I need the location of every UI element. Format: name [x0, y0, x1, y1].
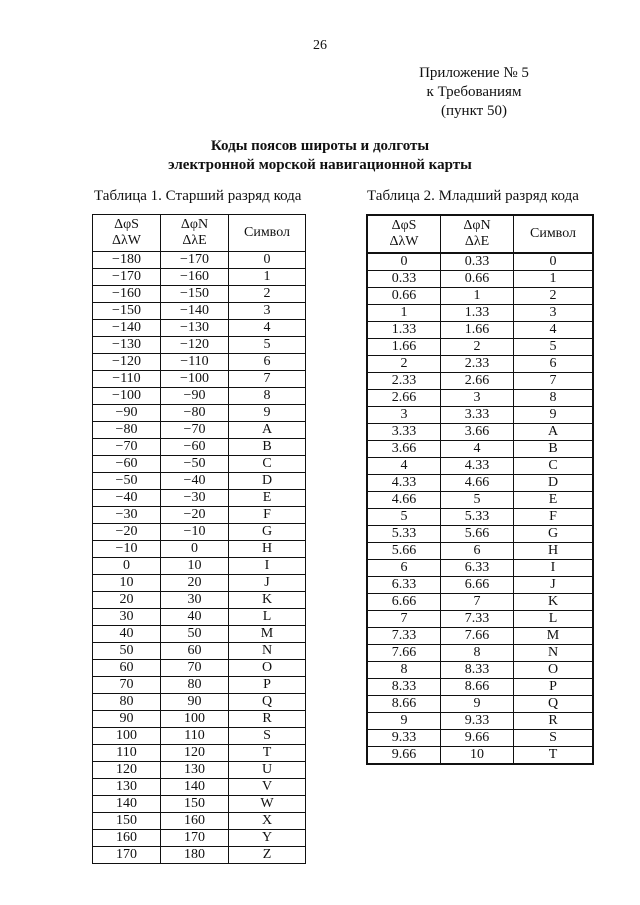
range-cell: 6.33 — [441, 560, 514, 577]
symbol-cell: G — [229, 524, 306, 541]
range-cell: 0.33 — [441, 253, 514, 271]
table-row — [93, 337, 306, 354]
range-cell: 2.66 — [367, 390, 441, 407]
table-row — [93, 405, 306, 422]
range-cell: −30 — [161, 490, 229, 507]
symbol-cell: O — [229, 660, 306, 677]
symbol-cell: 4 — [229, 320, 306, 337]
symbol-cell: 6 — [229, 354, 306, 371]
table-row — [367, 407, 593, 424]
table-row — [93, 592, 306, 609]
range-cell: 6.33 — [367, 577, 441, 594]
range-cell: −170 — [161, 252, 229, 269]
range-cell: −100 — [161, 371, 229, 388]
symbol-cell: 5 — [229, 337, 306, 354]
symbol-cell: 8 — [229, 388, 306, 405]
symbol-cell: N — [514, 645, 594, 662]
table-row — [367, 526, 593, 543]
range-cell: 70 — [93, 677, 161, 694]
table-row — [367, 713, 593, 730]
table-row — [93, 609, 306, 626]
range-cell: 4 — [441, 441, 514, 458]
symbol-cell: E — [229, 490, 306, 507]
column-header-line: ΔφN — [180, 217, 209, 232]
range-cell: 30 — [161, 592, 229, 609]
range-cell: 3.66 — [441, 424, 514, 441]
table-row — [367, 628, 593, 645]
range-cell: 100 — [161, 711, 229, 728]
range-cell: 100 — [93, 728, 161, 745]
range-cell: 9 — [441, 696, 514, 713]
appendix-reference — [394, 64, 554, 121]
table-row — [367, 305, 593, 322]
table-row — [93, 711, 306, 728]
symbol-cell: D — [229, 473, 306, 490]
range-cell: −50 — [161, 456, 229, 473]
range-cell: 6.66 — [441, 577, 514, 594]
range-cell: −90 — [161, 388, 229, 405]
table-row — [93, 507, 306, 524]
symbol-cell: S — [229, 728, 306, 745]
range-cell: 8.33 — [441, 662, 514, 679]
column-header — [161, 215, 229, 252]
table-row — [93, 320, 306, 337]
range-cell: 6 — [367, 560, 441, 577]
range-cell: 0.66 — [441, 271, 514, 288]
range-cell: −180 — [93, 252, 161, 269]
range-cell: −130 — [161, 320, 229, 337]
range-cell: −150 — [93, 303, 161, 320]
range-cell: 110 — [161, 728, 229, 745]
symbol-cell: 5 — [514, 339, 594, 356]
range-cell: 0.33 — [367, 271, 441, 288]
range-cell: 1 — [367, 305, 441, 322]
symbol-cell: R — [229, 711, 306, 728]
range-cell: −50 — [93, 473, 161, 490]
symbol-cell: N — [229, 643, 306, 660]
title-line: электронной морской навигационной карты — [168, 157, 472, 173]
range-cell: 5.66 — [367, 543, 441, 560]
table-row — [367, 475, 593, 492]
table-row — [367, 390, 593, 407]
table-row — [93, 660, 306, 677]
table-row — [367, 424, 593, 441]
table-row — [93, 524, 306, 541]
table-row — [93, 303, 306, 320]
symbol-cell: L — [229, 609, 306, 626]
range-cell: −20 — [93, 524, 161, 541]
range-cell: 5 — [367, 509, 441, 526]
symbol-cell: 9 — [514, 407, 594, 424]
column-header-line: ΔλE — [182, 233, 207, 248]
symbol-cell: 2 — [514, 288, 594, 305]
symbol-cell: A — [514, 424, 594, 441]
range-cell: 5.33 — [441, 509, 514, 526]
range-cell: 5 — [441, 492, 514, 509]
table-row — [367, 253, 593, 271]
symbol-cell: P — [514, 679, 594, 696]
range-cell: −140 — [93, 320, 161, 337]
symbol-cell: Y — [229, 830, 306, 847]
symbol-cell: Q — [514, 696, 594, 713]
table-row — [367, 696, 593, 713]
range-cell: 10 — [161, 558, 229, 575]
symbol-cell: O — [514, 662, 594, 679]
range-cell: −80 — [93, 422, 161, 439]
table-row — [93, 354, 306, 371]
range-cell: 140 — [161, 779, 229, 796]
range-cell: −60 — [161, 439, 229, 456]
range-cell: −170 — [93, 269, 161, 286]
table-row — [367, 339, 593, 356]
symbol-cell: Q — [229, 694, 306, 711]
table-row — [93, 490, 306, 507]
symbol-cell: M — [514, 628, 594, 645]
range-cell: 90 — [161, 694, 229, 711]
symbol-cell: H — [229, 541, 306, 558]
range-cell: 7 — [441, 594, 514, 611]
range-cell: 7.33 — [367, 628, 441, 645]
symbol-cell: H — [514, 543, 594, 560]
column-header-line: ΔλW — [389, 234, 419, 249]
range-cell: 130 — [161, 762, 229, 779]
symbol-cell: K — [229, 592, 306, 609]
symbol-cell: A — [229, 422, 306, 439]
symbol-cell: P — [229, 677, 306, 694]
symbol-cell: K — [514, 594, 594, 611]
range-cell: 4.33 — [367, 475, 441, 492]
range-cell: −40 — [93, 490, 161, 507]
range-cell: 9 — [367, 713, 441, 730]
symbol-cell: 0 — [514, 253, 594, 271]
range-cell: 3.66 — [367, 441, 441, 458]
table-row — [93, 626, 306, 643]
table-row — [367, 458, 593, 475]
table-row — [93, 269, 306, 286]
symbol-cell: I — [514, 560, 594, 577]
range-cell: 8 — [441, 645, 514, 662]
table-row — [367, 271, 593, 288]
range-cell: 1.66 — [441, 322, 514, 339]
range-cell: 60 — [161, 643, 229, 660]
table-row — [93, 439, 306, 456]
range-cell: 8.33 — [367, 679, 441, 696]
table1-caption: Таблица 1. Старший разряд кода — [94, 188, 302, 204]
table-row — [93, 762, 306, 779]
symbol-cell: I — [229, 558, 306, 575]
table-row — [367, 662, 593, 679]
symbol-cell: V — [229, 779, 306, 796]
range-cell: −120 — [93, 354, 161, 371]
range-cell: 9.33 — [367, 730, 441, 747]
range-cell: −70 — [93, 439, 161, 456]
range-cell: −10 — [161, 524, 229, 541]
symbol-cell: 0 — [229, 252, 306, 269]
table-row — [367, 373, 593, 390]
range-cell: 1.33 — [441, 305, 514, 322]
range-cell: 0 — [367, 253, 441, 271]
symbol-cell: Z — [229, 847, 306, 864]
range-cell: 10 — [441, 747, 514, 765]
range-cell: 80 — [93, 694, 161, 711]
range-cell: −110 — [93, 371, 161, 388]
range-cell: 3 — [441, 390, 514, 407]
range-cell: 130 — [93, 779, 161, 796]
symbol-cell: 6 — [514, 356, 594, 373]
range-cell: −140 — [161, 303, 229, 320]
symbol-cell: M — [229, 626, 306, 643]
range-cell: 6 — [441, 543, 514, 560]
symbol-cell: F — [229, 507, 306, 524]
table-row — [367, 441, 593, 458]
range-cell: 1.66 — [367, 339, 441, 356]
range-cell: −160 — [93, 286, 161, 303]
table-row — [367, 492, 593, 509]
range-cell: 170 — [93, 847, 161, 864]
range-cell: −100 — [93, 388, 161, 405]
symbol-cell: 1 — [229, 269, 306, 286]
symbol-cell: 3 — [514, 305, 594, 322]
symbol-cell: X — [229, 813, 306, 830]
symbol-cell: C — [514, 458, 594, 475]
range-cell: 9.66 — [367, 747, 441, 765]
range-cell: −30 — [93, 507, 161, 524]
range-cell: 9.33 — [441, 713, 514, 730]
table-row — [367, 509, 593, 526]
range-cell: 60 — [93, 660, 161, 677]
table-row — [93, 456, 306, 473]
table-row — [93, 371, 306, 388]
symbol-cell: 7 — [514, 373, 594, 390]
table-row — [93, 728, 306, 745]
range-cell: 10 — [93, 575, 161, 592]
table-row — [93, 422, 306, 439]
range-cell: 2.33 — [367, 373, 441, 390]
table-row — [93, 813, 306, 830]
column-header — [514, 215, 594, 253]
range-cell: −20 — [161, 507, 229, 524]
range-cell: 50 — [93, 643, 161, 660]
symbol-cell: L — [514, 611, 594, 628]
range-cell: 7.33 — [441, 611, 514, 628]
symbol-cell: 4 — [514, 322, 594, 339]
table-row — [93, 830, 306, 847]
symbol-cell: 3 — [229, 303, 306, 320]
range-cell: −160 — [161, 269, 229, 286]
column-header-line: Символ — [243, 225, 290, 240]
column-header — [229, 215, 306, 252]
symbol-cell: 1 — [514, 271, 594, 288]
symbol-cell: T — [514, 747, 594, 765]
column-header — [93, 215, 161, 252]
range-cell: −10 — [93, 541, 161, 558]
table-row — [367, 730, 593, 747]
range-cell: 5.66 — [441, 526, 514, 543]
table-row — [93, 779, 306, 796]
range-cell: 0.66 — [367, 288, 441, 305]
document-title — [0, 137, 640, 175]
range-cell: 110 — [93, 745, 161, 762]
range-cell: 2 — [367, 356, 441, 373]
table-row — [93, 847, 306, 864]
table1-senior-digit — [92, 214, 306, 864]
table-row — [367, 288, 593, 305]
table-row — [93, 252, 306, 269]
table2-caption: Таблица 2. Младший разряд кода — [367, 188, 579, 204]
range-cell: −60 — [93, 456, 161, 473]
appendix-line: (пункт 50) — [441, 103, 507, 119]
table-row — [93, 745, 306, 762]
range-cell: −90 — [93, 405, 161, 422]
range-cell: 20 — [93, 592, 161, 609]
range-cell: 170 — [161, 830, 229, 847]
range-cell: 7.66 — [441, 628, 514, 645]
range-cell: −110 — [161, 354, 229, 371]
table-row — [93, 558, 306, 575]
table-row — [93, 541, 306, 558]
column-header — [367, 215, 441, 253]
symbol-cell: J — [229, 575, 306, 592]
range-cell: 160 — [161, 813, 229, 830]
symbol-cell: R — [514, 713, 594, 730]
range-cell: 8.66 — [367, 696, 441, 713]
range-cell: −40 — [161, 473, 229, 490]
range-cell: −70 — [161, 422, 229, 439]
symbol-cell: S — [514, 730, 594, 747]
symbol-cell: 7 — [229, 371, 306, 388]
range-cell: 3.33 — [367, 424, 441, 441]
page-number: 26 — [313, 38, 327, 53]
appendix-line: Приложение № 5 — [419, 65, 529, 81]
range-cell: 2.66 — [441, 373, 514, 390]
title-line: Коды поясов широты и долготы — [210, 138, 430, 154]
table-row — [367, 747, 593, 765]
column-header-line: ΔφS — [391, 218, 417, 233]
range-cell: −80 — [161, 405, 229, 422]
column-header-line: ΔφS — [114, 217, 139, 232]
column-header-line: Символ — [529, 226, 576, 241]
range-cell: 2.33 — [441, 356, 514, 373]
range-cell: 160 — [93, 830, 161, 847]
range-cell: 40 — [93, 626, 161, 643]
range-cell: 40 — [161, 609, 229, 626]
range-cell: 50 — [161, 626, 229, 643]
symbol-cell: G — [514, 526, 594, 543]
table-row — [93, 286, 306, 303]
range-cell: 7 — [367, 611, 441, 628]
range-cell: −120 — [161, 337, 229, 354]
range-cell: 0 — [93, 558, 161, 575]
range-cell: 180 — [161, 847, 229, 864]
range-cell: −130 — [93, 337, 161, 354]
range-cell: 4.33 — [441, 458, 514, 475]
range-cell: 120 — [93, 762, 161, 779]
table-row — [93, 677, 306, 694]
column-header-line: ΔφN — [463, 218, 491, 233]
table-row — [93, 694, 306, 711]
symbol-cell: U — [229, 762, 306, 779]
range-cell: 4 — [367, 458, 441, 475]
table-row — [93, 643, 306, 660]
table-row — [93, 796, 306, 813]
symbol-cell: B — [229, 439, 306, 456]
table-row — [367, 322, 593, 339]
range-cell: −150 — [161, 286, 229, 303]
table2-junior-digit — [366, 214, 594, 765]
range-cell: 4.66 — [367, 492, 441, 509]
range-cell: 0 — [161, 541, 229, 558]
table-row — [367, 543, 593, 560]
table-row — [93, 388, 306, 405]
appendix-line: к Требованиям — [426, 84, 522, 100]
range-cell: 3.33 — [441, 407, 514, 424]
range-cell: 80 — [161, 677, 229, 694]
range-cell: 1.33 — [367, 322, 441, 339]
range-cell: 8 — [367, 662, 441, 679]
symbol-cell: T — [229, 745, 306, 762]
table-row — [367, 560, 593, 577]
table-row — [93, 575, 306, 592]
range-cell: 30 — [93, 609, 161, 626]
symbol-cell: 9 — [229, 405, 306, 422]
table-row — [367, 611, 593, 628]
symbol-cell: B — [514, 441, 594, 458]
range-cell: 2 — [441, 339, 514, 356]
range-cell: 4.66 — [441, 475, 514, 492]
range-cell: 9.66 — [441, 730, 514, 747]
symbol-cell: 2 — [229, 286, 306, 303]
column-header-line: ΔλE — [464, 234, 490, 249]
range-cell: 1 — [441, 288, 514, 305]
range-cell: 20 — [161, 575, 229, 592]
range-cell: 150 — [93, 813, 161, 830]
symbol-cell: F — [514, 509, 594, 526]
range-cell: 6.66 — [367, 594, 441, 611]
symbol-cell: E — [514, 492, 594, 509]
range-cell: 70 — [161, 660, 229, 677]
table-row — [367, 645, 593, 662]
symbol-cell: C — [229, 456, 306, 473]
range-cell: 90 — [93, 711, 161, 728]
range-cell: 120 — [161, 745, 229, 762]
range-cell: 140 — [93, 796, 161, 813]
range-cell: 8.66 — [441, 679, 514, 696]
table-row — [367, 577, 593, 594]
symbol-cell: W — [229, 796, 306, 813]
symbol-cell: D — [514, 475, 594, 492]
symbol-cell: 8 — [514, 390, 594, 407]
range-cell: 7.66 — [367, 645, 441, 662]
column-header-line: ΔλW — [111, 233, 141, 248]
table-row — [367, 594, 593, 611]
range-cell: 3 — [367, 407, 441, 424]
column-header — [441, 215, 514, 253]
table-row — [367, 679, 593, 696]
range-cell: 5.33 — [367, 526, 441, 543]
symbol-cell: J — [514, 577, 594, 594]
table-row — [93, 473, 306, 490]
range-cell: 150 — [161, 796, 229, 813]
table-row — [367, 356, 593, 373]
